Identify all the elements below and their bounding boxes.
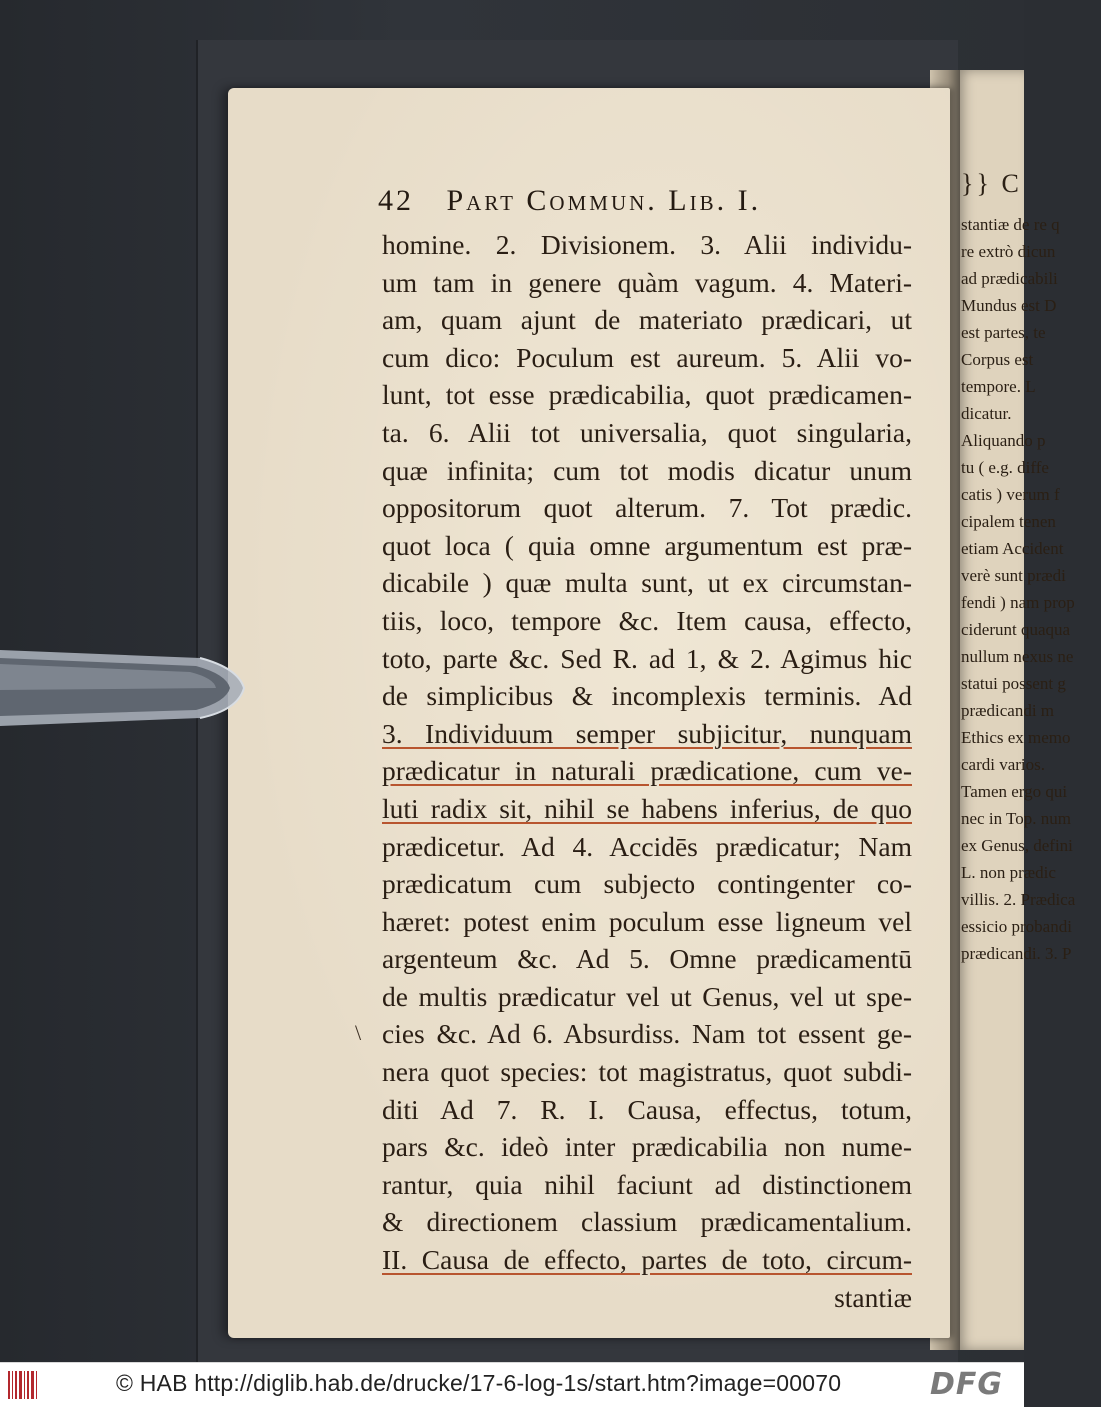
facing-page-line: verè sunt prædi: [961, 566, 1066, 585]
text-line: diti Ad 7. R. I. Causa, effectus, totum,: [382, 1093, 912, 1125]
facing-page-line: etiam Accident: [961, 539, 1064, 558]
facing-page-line: Mundus est D: [961, 296, 1057, 315]
text-line-underlined: 3. Individuum semper subjicitur, nunquam: [382, 717, 912, 749]
text-line-underlined: II. Causa de effecto, partes de toto, circum-: [382, 1244, 912, 1276]
facing-page-line: fendi ) nam prop: [961, 593, 1075, 612]
facing-page-line: essicio probandi: [961, 917, 1072, 936]
text-line: argenteum &c. Ad 5. Omne prædicamentū: [382, 943, 912, 975]
text-line: quæ infinita; cum tot modis dicatur unum: [382, 454, 912, 486]
facing-page-line: prædicandi m: [961, 701, 1055, 720]
hab-barcode-logo-icon[interactable]: [8, 1371, 42, 1399]
facing-page-line: catis ) verum f: [961, 485, 1060, 504]
text-line: ta. 6. Alii tot universalia, quot singularia,: [382, 416, 912, 448]
text-line: prædicetur. Ad 4. Accidēs prædicatur; Nam: [382, 830, 912, 862]
facing-page-fragment: [955, 70, 1076, 1350]
text-line: cum dico: Poculum est aureum. 5. Alii vo-: [382, 341, 912, 373]
footer-bar: [0, 1362, 1024, 1407]
page-number: 42: [378, 184, 414, 217]
facing-page-line: Tamen ergo qui: [961, 782, 1068, 801]
facing-page-line: Aliquando p: [961, 431, 1046, 450]
text-line: hæret: potest enim poculum esse ligneum vel: [382, 905, 912, 937]
page-header: [378, 184, 918, 218]
facing-page-line: est partes, te: [961, 323, 1046, 342]
facing-page-line: Corpus est: [961, 350, 1034, 369]
text-line: prædicatum cum subjecto contingenter co-: [382, 868, 912, 900]
text-line: homine. 2. Divisionem. 3. Alii individu-: [382, 229, 912, 260]
running-head: Part Commun. Lib. I.: [446, 184, 762, 217]
page-holder-strip: [0, 628, 250, 746]
facing-page-line: dicatur.: [961, 404, 1012, 423]
facing-page-line: ex Genus, defini: [961, 836, 1073, 855]
facing-page-line: stantiæ de re q: [961, 215, 1060, 234]
facing-page-text: [961, 170, 1101, 967]
facing-page-line: nec in Top. num: [961, 809, 1071, 828]
text-line: rantur, quia nihil faciunt ad distinctionem: [382, 1168, 912, 1200]
text-line: am, quam ajunt de materiato prædicari, ut: [382, 304, 912, 336]
page-body: [382, 226, 912, 1316]
text-line: dicabile ) quæ multa sunt, ut ex circumstan-: [382, 567, 912, 599]
text-line: de multis prædicatur vel ut Genus, vel ut spe-: [382, 980, 912, 1012]
facing-page-line: tu ( e.g. diffe: [961, 458, 1049, 477]
margin-mark: \: [355, 1020, 362, 1045]
facing-page-line: re extrò dicun: [961, 242, 1056, 261]
facing-page-line: cardi varios.: [961, 755, 1046, 774]
facing-page-line: tempore. L: [961, 377, 1036, 396]
text-line-underlined: luti radix sit, nihil se habens inferius, de quo: [382, 792, 912, 824]
text-line: toto, parte &c. Sed R. ad 1, & 2. Agimus hic: [382, 642, 912, 674]
dfg-logo[interactable]: DFG: [930, 1367, 1004, 1402]
copyright-url-text[interactable]: © HAB http://diglib.hab.de/drucke/17-6-log-1s/start.htm?image=00070: [116, 1370, 842, 1396]
facing-page-line: prædicandi. 3. P: [961, 944, 1072, 963]
facing-page-line: nullum nexus ne: [961, 647, 1074, 666]
text-line-underlined: prædicatur in naturali prædicatione, cum ve-: [382, 755, 912, 787]
text-line: um tam in genere quàm vagum. 4. Materi-: [382, 266, 912, 298]
text-line: oppositorum quot alterum. 7. Tot prædic.: [382, 492, 912, 524]
text-line: tiis, loco, tempore &c. Item causa, effecto,: [382, 604, 912, 636]
facing-page-line: statui possent g: [961, 674, 1066, 693]
text-line: pars &c. ideò inter prædicabilia non nume-: [382, 1131, 912, 1163]
facing-page-line: ciderunt quaqua: [961, 620, 1071, 639]
text-line: & directionem classium prædicamentalium.: [382, 1206, 912, 1238]
facing-page-line: Ethics ex memo: [961, 728, 1071, 747]
facing-page-line: L. non prædic: [961, 863, 1056, 882]
text-line: quot loca ( quia omne argumentum est præ-: [382, 529, 912, 561]
facing-page-line: cipalem tenen: [961, 512, 1056, 531]
text-line: lunt, tot esse prædicabilia, quot prædicamen-: [382, 379, 912, 411]
facing-page-line: villis. 2. Prædica: [961, 890, 1076, 909]
facing-page-header: }} C: [961, 169, 1022, 198]
catchword: stantiæ: [834, 1281, 912, 1313]
text-line: nera quot species: tot magistratus, quot subdi-: [382, 1056, 912, 1088]
text-line: de simplicibus & incomplexis terminis. Ad: [382, 680, 912, 712]
facing-page-line: ad prædicabili: [961, 269, 1058, 288]
text-line: cies &c. Ad 6. Absurdiss. Nam tot essent ge-: [382, 1018, 912, 1050]
